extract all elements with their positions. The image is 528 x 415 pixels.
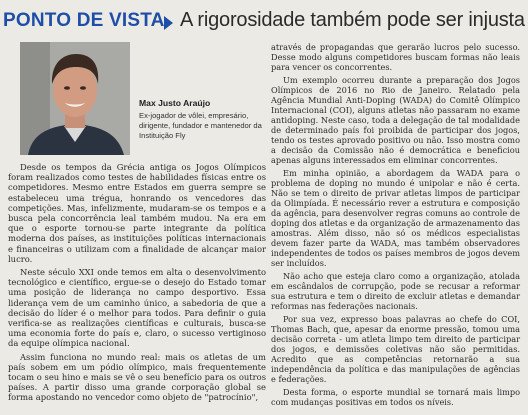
author-bio	[139, 98, 267, 141]
section-label: PONTO DE VISTA	[3, 10, 165, 31]
column-right	[271, 42, 520, 407]
paragraph: Desde os tempos da Grécia antiga os Jogos Olímpicos foram realizados como testes de habilidades físicas entre os competidores. Mesmo entre Estados em guerra sempre se estabeleceu uma trégua, honrando os vencedores das competições. Mas, infelizmente, mudaram-se os tempos e a busca pela concorrência leal também mudou. Na era em que o esporte tornou-se parte integrante da política moderna dos países, as instituições políticas internacionais e financeiras o utilizam com a finalidade de alcançar maior lucro.	[8, 162, 266, 264]
paragraph: Neste século XXI onde temos em alta o desenvolvimento tecnológico e científico, ergue-se o desejo do Estado tomar uma posição de liderança no campo desportivo. Essa liderança vem de um caminho único, a sabedoria de que a decisão do líder é o melhor para todos. Para definir o guia verifica-se as realizações científicas e culturais, busca-se uma economia forte do país e, claro, o sucesso vertiginoso da equipe olímpica nacional.	[8, 267, 266, 349]
arrow-icon	[164, 16, 173, 30]
article-title: A rigorosidade também pode ser injusta	[180, 9, 525, 31]
column-left	[8, 162, 266, 403]
paragraph: Desta forma, o esporte mundial se tornará mais limpo com mudanças positivas em todos os níveis.	[271, 387, 520, 407]
paragraph: Por sua vez, expresso boas palavras ao chefe do COI, Thomas Bach, que, apesar da enorme pressão, tomou uma decisão correta - um atleta limpo tem direito de participar dos jogos, e demissões coletivas não são permitidas. Acredito que as competências retornarão a sua independência da política e das manipulações de agências e federações.	[271, 314, 520, 384]
author-photo	[20, 42, 130, 155]
paragraph: Não acho que esteja claro como a organização, atolada em escândalos de corrupção, pode se recusar a reformar sua estrutura e tem o direito de excluir atletas e demandar reformas nas federações nacionais.	[271, 271, 520, 311]
author-name: Max Justo Araújo	[139, 98, 211, 108]
article-header	[3, 8, 525, 36]
paragraph: Assim funciona no mundo real: mais os atletas de um país sobem em um pódio olímpico, mais frequentemente tocam o seu hino e mais se vê o seu benefício para os outros países. A partir disso uma grande corporação global se forma apostando no vencedor como objeto de "patrocínio",	[8, 351, 266, 403]
paragraph: através de propagandas que gerarão lucros pelo sucesso. Desse modo alguns competidores buscam formas não leais para vencer os concorrentes.	[271, 42, 520, 72]
paragraph: Um exemplo ocorreu durante a preparação dos Jogos Olímpicos de 2016 no Rio de Janeiro. Relatado pela Agência Mundial Anti-Doping (WADA) do Comitê Olímpico Internacional (COI), alguns atletas não passaram no exame antidoping. Neste caso, toda a delegação de tal modalidade de determinado país foi proibida de participar dos jogos, tendo os testes aprovado positivo ou não. Isso mostra como a decisão da Comissão não é democrática e beneficiou apenas alguns interessados em eliminar concorrentes.	[271, 75, 520, 165]
author-description: Ex-jogador de vôlei, empresário, dirigente, fundador e mantenedor da Instituição Fly	[139, 111, 262, 140]
paragraph: Em minha opinião, a abordagem da WADA para o problema de doping no mundo é unipolar e não é certa. Não se tem o direito de privar atletas limpos de participar da Olimpíada. É necessário rever a estrutura e composição da agência, para desenvolver regras comuns ao controle de doping dos atletas e da organização de armazenamento das amostras. Além disso, não só os médicos especialistas devem fazer parte da WADA, mas também observadores independentes de todos os países membros de jogos devem ser incluídos.	[271, 168, 520, 268]
